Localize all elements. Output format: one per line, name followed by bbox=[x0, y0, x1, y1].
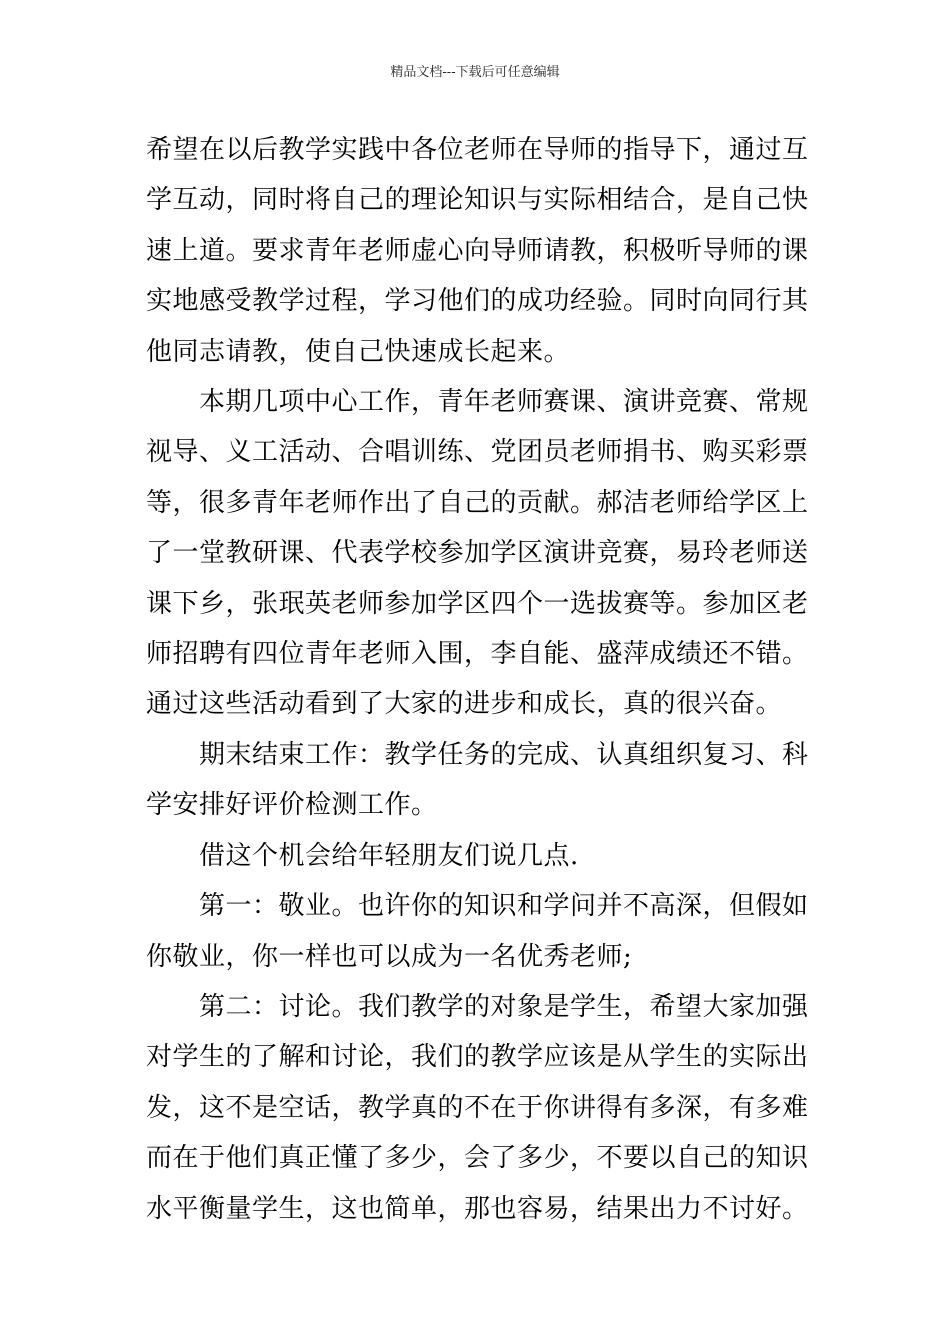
paragraph-point-two: 第二：讨论。我们教学的对象是学生，希望大家加强对学生的了解和讨论，我们的教学应该是从学生的实际出发，这不是空话，教学真的不在于你讲得有多深，有多难而在于他们真正懂了多少，会了多少，不要以自己的知识水平衡量学生，这也简单，那也容易，结果出力不讨好。 bbox=[146, 991, 809, 1224]
paragraph-term-end-work: 期末结束工作：教学任务的完成、认真组织复习、科学安排好评价检测工作。 bbox=[146, 739, 809, 821]
paragraph-point-one: 第一：敬业。也许你的知识和学问并不高深，但假如你敬业，你一样也可以成为一名优秀老师; bbox=[146, 891, 809, 972]
paragraph-central-work: 本期几项中心工作，青年老师赛课、演讲竞赛、常规视导、义工活动、合唱训练、党团员老师捐书、购买彩票等，很多青年老师作出了自己的贡献。郝洁老师给学区上了一堂教研课、代表学校参加学区演讲竞赛，易玲老师送课下乡，张珉英老师参加学区四个一选拔赛等。参加区老师招聘有四位青年老师入围，李自能、盛萍成绩还不错。通过这些活动看到了大家的进步和成长，真的很兴奋。 bbox=[146, 387, 809, 720]
paragraph-advice-intro: 借这个机会给年轻朋友们说几点. bbox=[199, 840, 579, 871]
page-header: 精品文档---下载后可任意编辑 bbox=[390, 65, 560, 80]
paragraph-continuation: 希望在以后教学实践中各位老师在导师的指导下，通过互学互动，同时将自己的理论知识与实际相结合，是自己快速上道。要求青年老师虚心向导师请教，积极听导师的课实地感受教学过程，学习他们的成功经验。同时向同行其他同志请教，使自己快速成长起来。 bbox=[146, 135, 809, 367]
document-body bbox=[146, 125, 810, 1234]
